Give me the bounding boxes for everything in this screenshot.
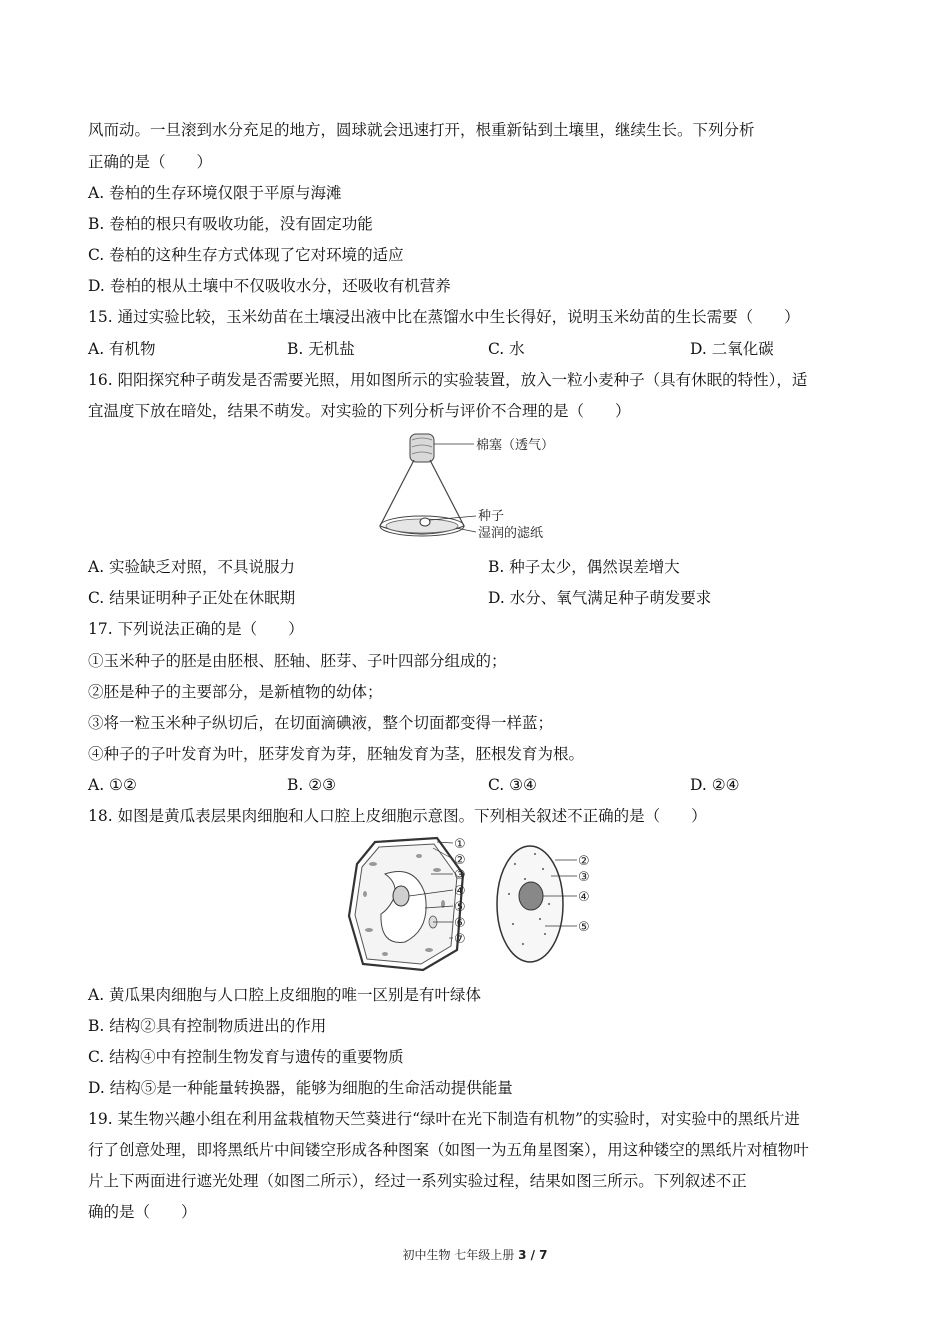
q19-stem-line3: 片上下两面进行遮光处理（如图二所示），经过一系列实验过程，结果如图三所示。下列叙述不正 — [88, 1172, 747, 1190]
plant-label-3: ③ — [454, 868, 466, 883]
q18-option-b: B. 结构②具有控制物质进出的作用 — [88, 1017, 327, 1035]
q17-option-a: A. ①② — [88, 776, 137, 794]
plant-cell — [349, 837, 466, 970]
seed — [420, 518, 430, 526]
q18-option-d: D. 结构⑤是一种能量转换器，能够为细胞的生命活动提供能量 — [88, 1079, 513, 1097]
q14-option-c: C. 卷柏的这种生存方式体现了它对环境的适应 — [88, 246, 404, 264]
animal-label-3: ③ — [578, 870, 590, 885]
q14-stem-line1: 风而动。一旦滚到水分充足的地方，圆球就会迅速打开，根重新钻到土壤里，继续生长。下列分析 — [88, 121, 755, 139]
label-filter-paper: 湿润的滤纸 — [478, 526, 544, 541]
q17-statement-3: ③将一粒玉米种子纵切后，在切面滴碘液，整个切面都变得一样蓝； — [88, 714, 554, 732]
q16-option-c: C. 结果证明种子正处在休眠期 — [88, 589, 296, 607]
q14-stem-line2: 正确的是（ ） — [88, 153, 213, 171]
animal-label-2: ② — [578, 854, 590, 869]
q16-option-b: B. 种子太少，偶然误差增大 — [488, 558, 680, 576]
plant-label-6: ⑥ — [454, 916, 466, 931]
q15-stem: 15. 通过实验比较，玉米幼苗在土壤浸出液中比在蒸馏水中生长得好，说明玉米幼苗的生长需要（ ） — [88, 308, 800, 326]
plant-label-7: ⑦ — [454, 932, 466, 947]
plant-label-5: ⑤ — [454, 900, 466, 915]
q17-statement-4: ④种子的子叶发育为叶，胚芽发育为芽，胚轴发育为茎，胚根发育为根。 — [88, 745, 585, 763]
q19-stem-line2: 行了创意处理，即将黑纸片中间镂空形成各种图案（如图一为五角星图案），用这种镂空的黑纸片对植物叶 — [88, 1141, 809, 1159]
q18-option-c: C. 结构④中有控制生物发育与遗传的重要物质 — [88, 1048, 404, 1066]
plant-label-2: ② — [454, 853, 466, 868]
q16-option-a: A. 实验缺乏对照，不具说服力 — [88, 558, 296, 576]
q18-stem: 18. 如图是黄瓜表层果肉细胞和人口腔上皮细胞示意图。下列相关叙述不正确的是（ ） — [88, 807, 707, 825]
q19-stem-line4: 确的是（ ） — [88, 1203, 197, 1221]
q16-stem-line1: 16. 阳阳探究种子萌发是否需要光照，用如图所示的实验装置，放入一粒小麦种子（具有休眠的特性），适 — [88, 371, 808, 389]
plant-label-1: ① — [454, 837, 466, 852]
q17-statement-1: ①玉米种子的胚是由胚根、胚轴、胚芽、子叶四部分组成的； — [88, 652, 507, 670]
q14-option-b: B. 卷柏的根只有吸收功能，没有固定功能 — [88, 215, 373, 233]
q17-option-d: D. ②④ — [690, 776, 740, 794]
q14-option-d: D. 卷柏的根从土壤中不仅吸收水分，还吸收有机营养 — [88, 277, 451, 295]
q15-option-d: D. 二氧化碳 — [690, 340, 774, 358]
q19-stem-line1: 19. 某生物兴趣小组在利用盆栽植物天竺葵进行“绿叶在光下制造有机物”的实验时，对实验中的黑纸片进 — [88, 1110, 800, 1128]
q15-option-c: C. 水 — [488, 340, 525, 358]
animal-label-5: ⑤ — [578, 920, 590, 935]
animal-cell — [497, 846, 590, 962]
q17-option-b: B. ②③ — [287, 776, 337, 794]
seed-flask-figure — [370, 430, 590, 548]
q16-option-d: D. 水分、氧气满足种子萌发要求 — [488, 589, 712, 607]
q17-statement-2: ②胚是种子的主要部分，是新植物的幼体； — [88, 683, 383, 701]
label-stopper: 棉塞（透气） — [476, 438, 555, 453]
q16-stem-line2: 宜温度下放在暗处，结果不萌发。对实验的下列分析与评价不合理的是（ ） — [88, 402, 631, 420]
q15-option-a: A. 有机物 — [88, 340, 156, 358]
plant-label-4: ④ — [454, 884, 466, 899]
q14-option-a: A. 卷柏的生存环境仅限于平原与海滩 — [88, 184, 342, 202]
q18-option-a: A. 黄瓜果肉细胞与人口腔上皮细胞的唯一区别是有叶绿体 — [88, 986, 482, 1004]
q17-option-c: C. ③④ — [488, 776, 537, 794]
footer-text: 初中生物 七年级上册 — [402, 1248, 519, 1262]
label-seed: 种子 — [478, 509, 505, 524]
page-number: 3 / 7 — [518, 1248, 548, 1262]
q17-stem: 17. 下列说法正确的是（ ） — [88, 620, 304, 638]
cell-diagram-figure — [345, 834, 610, 976]
q15-option-b: B. 无机盐 — [287, 340, 355, 358]
page-footer — [0, 1246, 950, 1263]
animal-label-4: ④ — [578, 890, 590, 905]
